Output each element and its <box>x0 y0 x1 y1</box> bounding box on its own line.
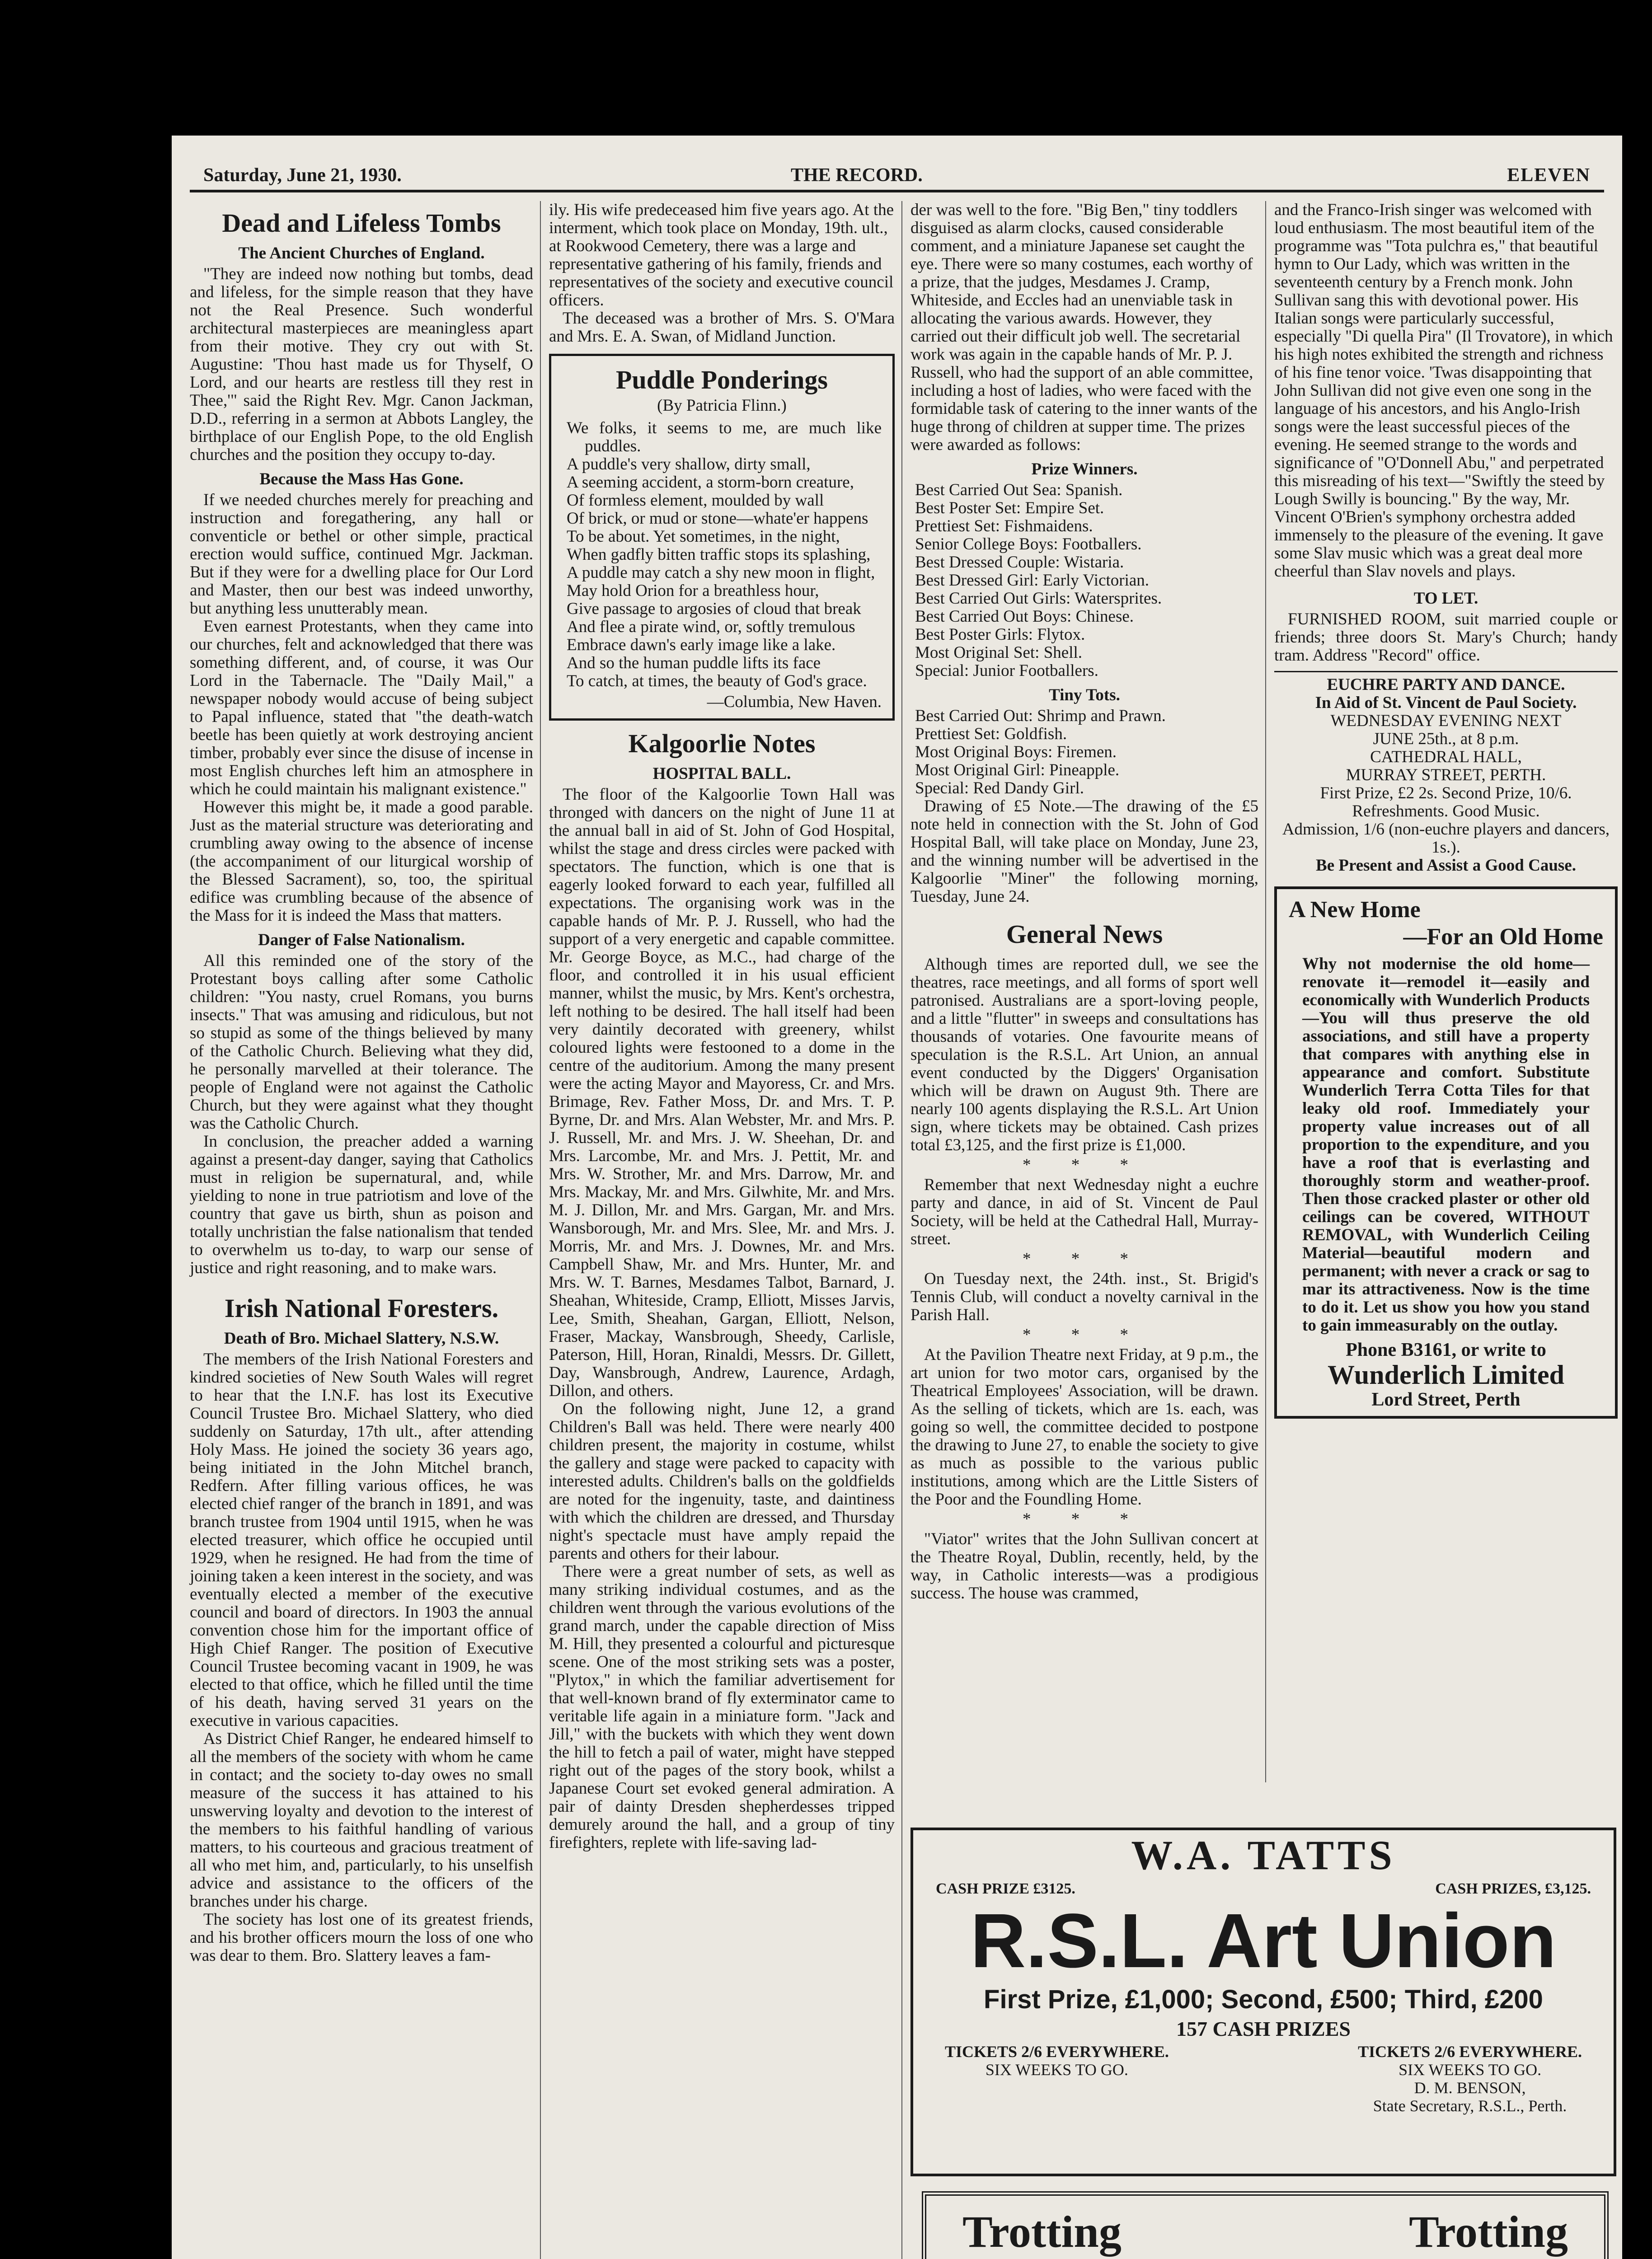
notice-lines <box>1274 712 1618 784</box>
poem-line: We folks, it seems to me, are much like puddles. <box>567 419 882 455</box>
list-item: Best Dressed Couple: Wistaria. <box>915 553 1124 572</box>
column-1 <box>190 201 533 1965</box>
paragraph: "Viator" writes that the John Sullivan concert at the Theatre Royal, Dublin, recently, held, by the way, in Catholic interests—was a prodigious success. The house was crammed, <box>910 1530 1258 1603</box>
poem-line: Of formless element, moulded by wall <box>567 491 824 510</box>
article-title: Irish National Foresters. <box>224 1294 499 1323</box>
poem-line: A puddle's very shallow, dirty small, <box>567 455 811 473</box>
poem-author: (By Patricia Flinn.) <box>657 396 787 415</box>
article-title: Dead and Lifeless Tombs <box>222 208 501 238</box>
classified-text: FURNISHED ROOM, suit married couple or friends; three doors St. Mary's Church; handy tram. Address "Record" office. <box>1274 610 1618 665</box>
masthead <box>190 163 1604 192</box>
ad-tickets: TICKETS 2/6 EVERYWHERE. <box>945 2043 1169 2061</box>
paragraph: On the following night, June 12, a grand Children's Ball was held. There were nearly 400 children present, the majority in costume, whilst the gallery and stage were packed to capacity with interested adults. Children's balls on the goldfields are noted for the ingenuity, taste, and daintiness with which the children are dressed, and Thursday night's spectacle must have amply repaid the parents and others for their labour. <box>549 1400 895 1563</box>
trotting-ad <box>922 2191 1609 2259</box>
notice-line: MURRAY STREET, PERTH. <box>1346 766 1546 784</box>
tiny-tots-list <box>910 707 1258 797</box>
newspaper-page <box>172 136 1622 2259</box>
ad-phone: Phone B3161, or write to <box>1346 1340 1546 1360</box>
column-3 <box>910 201 1258 1603</box>
list-item: Best Carried Out: Shrimp and Prawn. <box>915 707 1166 725</box>
list-item: Prettiest Set: Goldfish. <box>915 725 1067 743</box>
masthead-page: ELEVEN <box>1507 165 1591 186</box>
list-item: Best Carried Out Girls: Watersprites. <box>915 589 1162 608</box>
masthead-paper: THE RECORD. <box>791 165 923 186</box>
wunderlich-ad <box>1274 886 1618 1419</box>
list-item: Best Poster Girls: Flytox. <box>915 625 1085 644</box>
list-item: Special: Junior Footballers. <box>915 661 1098 680</box>
paragraph: Although times are reported dull, we see the theatres, race meetings, and all forms of sport well patronised. Australians are a sport-loving people, and a little "flutter" in sweeps and consultations has thousands of votaries. One favourite means of speculation is the R.S.L. Art Union, an annual event conducted by the Diggers' Organisation which will be drawn on August 9th. There are nearly 100 agents displaying the R.S.L. Art Union sign, where tickets may be obtained. Cash prizes total £3,125, and the first prize is £1,000. <box>910 955 1258 1154</box>
paragraph: In conclusion, the preacher added a warning against a present-day danger, saying that Catholics must in religion be supernatural, and, while yielding to none in true patriotism and love of the country that gave us birth, shun as poison and totally unchristian the false nationalism that tended to overwhelm us to-day, to warp our sense of justice and right reasoning, and to make wars. <box>190 1132 533 1277</box>
poem-line: A puddle may catch a shy new moon in flight, <box>567 563 875 582</box>
paragraph: Drawing of £5 Note.—The drawing of the £5 note held in connection with the St. John of God Hospital Ball, will take place on Monday, June 23, and the winning number will be advertised in the Kalgoorlie "Miner" the following morning, Tuesday, June 24. <box>910 797 1258 906</box>
paragraph: The floor of the Kalgoorlie Town Hall was thronged with dancers on the night of June 11 at the annual ball in aid of St. John of God Hospital, whilst the stage and dress circles were packed with spectators. The function, which is one that is eagerly looked forward to each year, fulfilled all expectations. The organising work was in the capable hands of Mr. P. J. Russell, who had the support of a very energetic and capable committee. Mr. George Boyce, as M.C., had charge of the floor, and controlled it in his usual efficient manner, whilst the music, by Mrs. Kent's orchestra, left nothing to be desired. The hall itself had been very daintily decorated with greenery, whilst coloured lights were festooned to a dome in the centre of the auditorium. Among the many present were the acting Mayor and Mayoress, Cr. and Mrs. Brimage, Rev. Father Moss, Dr. and Mrs. T. P. Byrne, Dr. and Mrs. Alan Webster, Mr. and Mrs. P. J. Russell, Mr. and Mrs. J. W. Sheehan, Dr. and Mrs. Larcombe, Mr. and Mrs. J. Pettit, Mr. and Mrs. W. Strother, Mr. and Mrs. Darrow, Mr. and Mrs. Mackay, Mr. and Mrs. Gilwhite, Mr. and Mrs. M. J. Dillon, Mr. and Mrs. Gargan, Mr. and Mrs. Wansborough, Mr. and Mrs. Slee, Mr. and Mrs. J. Morris, Mr. and Mrs. J. Downes, Mr. and Mrs. Campbell Shaw, Mr. and Mrs. Hunter, Mr. and Mrs. W. T. Barnes, Mesdames Talbot, Barnard, J. Sheahan, Whiteside, Cramp, Elliott, Misses Jarvis, Lee, Smith, Sheahan, Gargan, Elliott, Nelson, Fraser, Mackay, Wansbrough, Sheedy, Carlisle, Paterson, Hill, Horan, Rinaldi, Messrs. Dr. Gillett, Day, Wansbrough, Andrew, Laurence, Ardagh, Dillon, and others. <box>549 785 895 1400</box>
notice-footer: Be Present and Assist a Good Cause. <box>1316 856 1576 875</box>
list-item: Best Dressed Girl: Early Victorian. <box>915 571 1150 590</box>
ad-benson: D. M. BENSON, <box>1414 2079 1526 2097</box>
ad-cash-count: 157 CASH PRIZES <box>1176 2017 1351 2040</box>
notice-line: WEDNESDAY EVENING NEXT <box>1330 712 1562 730</box>
list-item: Best Poster Set: Empire Set. <box>915 499 1104 517</box>
poem-title: Puddle Ponderings <box>616 365 828 394</box>
separator-stars: * * * <box>1023 1510 1146 1528</box>
notice-line: JUNE 25th., at 8 p.m. <box>1373 730 1519 748</box>
poem-line: A seeming accident, a storm-born creature, <box>567 473 854 492</box>
ad-text: Why not modernise the old home—renovate it—remodel it—easily and economically with Wunderlich Products—You will thus preserve the old associations, and still have a property that compares with anything else in appearance and comfort. Substitute Wunderlich Terra Cotta Tiles for that leaky old roof. Immediately your property value increases out of all proportion to the expenditure, and you have a roof that is everlasting and thoroughly storm and weather-proof. Then those cracked plaster or other old ceilings can be covered, WITHOUT REMOVAL, with Wunderlich Ceiling Material—beautiful modern and permanent; with never a crack or sag to mar its attractiveness. Now is the time to do it. Let us show you how you stand to gain immeasurably on the outlay. <box>1302 955 1590 1335</box>
ad-weeks: SIX WEEKS TO GO. <box>985 2061 1128 2079</box>
ad-title: W.A. TATTS <box>1131 1832 1396 1878</box>
paragraph: There were a great number of sets, as well as many striking individual costumes, and as the children went through the various evolutions of the grand march, under the capable direction of Miss M. Hill, they presented a colourful and picturesque scene. One of the most striking sets was a poster, "Plytox," in which the familiar advertisement for that well-known brand of fly exterminator came to veritable life again in a miniature form. "Jack and Jill," with the buckets with which they went down the hill to fetch a pail of water, might have stepped right out of the pages of the story book, whilst a Japanese Court set evoked general admiration. A pair of dainty Dresden shepherdesses tripped demurely around the hall, and a group of tiny firefighters, replete with life-saving lad- <box>549 1562 895 1852</box>
masthead-date: Saturday, June 21, 1930. <box>203 165 402 186</box>
ad-company: Wunderlich Limited <box>1328 1360 1564 1390</box>
article-subhead: Death of Bro. Michael Slattery, N.S.W. <box>224 1329 499 1348</box>
list-item: Best Carried Out Boys: Chinese. <box>915 607 1134 626</box>
poem-line: May hold Orion for a breathless hour, <box>567 581 819 600</box>
notice-admission: Admission, 1/6 (non-euchre players and dancers, 1s.). <box>1282 820 1610 857</box>
paragraph: der was well to the fore. "Big Ben," tiny toddlers disguised as alarm clocks, caused considerable comment, and a miniature Japanese set caught the eye. There were so many costumes, each worthy of a prize, that the judges, Mesdames J. Cramp, Whiteside, and Eccles had an unenviable task in allocating the various awards. However, they carried out their difficult job well. The secretarial work was again in the capable hands of Mr. P. J. Russell, who had the support of an able committee, including a host of ladies, who were faced with the formidable task of catering to the inner wants of the huge throng of children at supper time. The prizes were awarded as follows: <box>910 201 1258 454</box>
list-heading: Tiny Tots. <box>1049 686 1120 704</box>
notice-subtitle: In Aid of St. Vincent de Paul Society. <box>1315 694 1577 712</box>
ad-heading: —For an Old Home <box>1403 924 1603 950</box>
separator-stars: * * * <box>1023 1326 1146 1344</box>
tatts-ad <box>910 1828 1616 2176</box>
poem-box <box>549 354 895 721</box>
list-item: Prettiest Set: Fishmaidens. <box>915 517 1093 535</box>
poem-line: Embrace dawn's early image like a lake. <box>567 636 836 654</box>
article-subhead: The Ancient Churches of England. <box>238 244 485 262</box>
separator-stars: * * * <box>1023 1250 1146 1268</box>
column-rule <box>540 201 541 2259</box>
column-2 <box>549 201 895 1852</box>
notice-line: CATHEDRAL HALL, <box>1370 748 1522 766</box>
column-rule <box>1265 201 1266 1782</box>
poem-body <box>562 419 882 690</box>
poem-line: Give passage to argosies of cloud that break <box>567 600 861 618</box>
ad-main-title: R.S.L. Art Union <box>970 1898 1557 1984</box>
notice-title: EUCHRE PARTY AND DANCE. <box>1327 675 1565 694</box>
ad-weeks: SIX WEEKS TO GO. <box>1399 2061 1542 2079</box>
separator-stars: * * * <box>1023 1156 1146 1174</box>
article-subhead: HOSPITAL BALL. <box>652 764 791 783</box>
paragraph: and the Franco-Irish singer was welcomed with loud enthusiasm. The most beautiful item of the programme was "Tota pulchra es," that beautiful hymn to Our Lady, which was written in the seventeenth century by a French monk. John Sullivan sang this with devotional power. His Italian songs were particularly successful, especially "Di quella Pira" (Il Trovatore), in which his high notes exhibited the strength and richness of his fine tenor voice. 'Twas disappointing that John Sullivan did not give even one song in the language of his ancestors, and his Anglo-Irish songs were the least successful pieces of the evening. He seemed strange to the words and significance of "O'Donnell Abu," and perpetrated this misreading of his text—"Swiftly the steed by Lough Swilly is bouncing." By the way, Mr. Vincent O'Brien's symphony orchestra added immensely to the pleasure of the evening. It gave some Slav music which was a great deal more cheerful than Slav novels and plays. <box>1274 201 1613 581</box>
paragraph: "They are indeed now nothing but tombs, dead and lifeless, for the simple reason that they have not the Real Presence. Such wonderful architectural masterpieces are meaningless apart from their motive. They cry out with St. Augustine: 'Thou hast made us for Thyself, O Lord, and our hearts are restless till they rest in Thee,'" said the Right Rev. Mgr. Canon Jackman, D.D., referring in a sermon at Abbots Langley, the birthplace of our English Pope, to the old English churches and the position they occupy to-day. <box>190 265 533 464</box>
poem-source: —Columbia, New Haven. <box>707 693 882 711</box>
article-subhead: Danger of False Nationalism. <box>258 931 465 949</box>
column-4 <box>1274 201 1618 1419</box>
ad-cash-right: CASH PRIZES, £3,125. <box>1435 1880 1591 1897</box>
article-title: Kalgoorlie Notes <box>628 729 816 758</box>
paragraph: ily. His wife predeceased him five years ago. At the interment, which took place on Monday, 19th. ult., at Rookwood Cemetery, there was a large and representative gathering of his family, friends and representatives of the society and executive council officers. <box>549 201 894 309</box>
paragraph: Even earnest Protestants, when they came into our churches, felt and acknowledged that there was something different, and, of course, it was Our Lord in the Tabernacle. The "Daily Mail," a newspaper nobody would accuse of being subject to Papal influence, stated that "the death-watch beetle has been quietly at work destroying ancient timber, probably ever since the disuse of incense in most English churches left him an atmosphere in which he could maintain his malignant existence." <box>190 617 533 798</box>
article-title: General News <box>1006 919 1163 949</box>
notice-prizes: First Prize, £2 2s. Second Prize, 10/6. <box>1320 784 1572 802</box>
list-item: Special: Red Dandy Girl. <box>915 779 1084 797</box>
article-subhead: Because the Mass Has Gone. <box>259 470 464 488</box>
paragraph: The deceased was a brother of Mrs. S. O'Mara and Mrs. E. A. Swan, of Midland Junction. <box>549 309 895 346</box>
paragraph: The society has lost one of its greatest friends, and his brother officers mourn the loss of one who was dear to them. Bro. Slattery leaves a fam- <box>190 1910 533 1965</box>
poem-line: To be about. Yet sometimes, in the night, <box>567 527 840 546</box>
ad-title: Trotting <box>1409 2207 1568 2257</box>
paragraph: All this reminded one of the story of the Protestant boys calling after some Catholic children: "You nasty, cruel Romans, you burns insects." That was amusing and ridiculous, but not so stupid as some of the things believed by many of the Catholic Church. Believing what they did, he personally marvelled at their tolerance. The people of England were not against the Catholic Church, but they were against what they thought was the Catholic Church. <box>190 951 533 1133</box>
paragraph: The members of the Irish National Foresters and kindred societies of New South Wales will regret to hear that the I.N.F. has lost its Executive Council Trustee Bro. Michael Slattery, who died suddenly on Saturday, 17th ult., after attending Holy Mass. He joined the society 36 years ago, being initiated in the John Mitchel branch, Redfern. After filling various offices, he was elected chief ranger of the branch in 1891, and was branch trustee from 1904 until 1915, when he was elected treasurer, which office he occupied until 1929, when he resigned. He had from the time of joining taken a keen interest in the society, and was eventually elected a member of the executive council and board of directors. In 1903 the annual convention chose him for the important office of High Chief Ranger. The position of Executive Council Trustee becoming vacant in 1909, he was elected to that office, which he filled until the time of his death, having served 31 years on the executive in various capacities. <box>190 1350 533 1730</box>
paragraph: On Tuesday next, the 24th. inst., St. Brigid's Tennis Club, will conduct a novelty carnival in the Parish Hall. <box>910 1270 1258 1324</box>
list-item: Best Carried Out Sea: Spanish. <box>915 481 1123 499</box>
list-item: Most Original Set: Shell. <box>915 643 1082 662</box>
classified-title: TO LET. <box>1413 589 1478 608</box>
poem-line: Of brick, or mud or stone—whate'er happens <box>567 509 868 528</box>
paragraph: As District Chief Ranger, he endeared himself to all the members of the society with whom he came in contact; and the society to-day owes no small measure of the success it has attained to his unswerving loyalty and devotion to the interest of the members to his faithful handling of various matters, to his courteous and gracious treatment of all who met him, and, particularly, to his unselfish advice and assistance to the officers of the branches under his charge. <box>190 1729 533 1911</box>
ad-address: Lord Street, Perth <box>1371 1389 1521 1410</box>
paragraph: Remember that next Wednesday night a euchre party and dance, in aid of St. Vincent de Paul Society, will be held at the Cathedral Hall, Murray-street. <box>910 1176 1258 1248</box>
ad-heading: A New Home <box>1289 897 1421 923</box>
paragraph: At the Pavilion Theatre next Friday, at 9 p.m., the art union for two motor cars, organised by the Theatrical Employees' Association, will be drawn. As the selling of tickets, which are 1s. each, was going so well, the committee decided to postpone the drawing to June 27, to enable the society to give as much as possible to the various public institutions, among which are the Little Sisters of the Poor and the Foundling Home. <box>910 1345 1258 1509</box>
poem-line: And so the human puddle lifts its face <box>567 654 821 672</box>
list-item: Most Original Boys: Firemen. <box>915 743 1117 761</box>
list-heading: Prize Winners. <box>1031 460 1138 478</box>
ad-title: Trotting <box>962 2207 1122 2257</box>
notice-refreshments: Refreshments. Good Music. <box>1352 802 1540 820</box>
prize-list <box>910 481 1258 680</box>
poem-line: And flee a pirate wind, or, softly tremulous <box>567 618 855 636</box>
paragraph: If we needed churches merely for preaching and instruction and foregathering, any hall or conventicle or bethel or other simple, practical erection would suffice, continued Mgr. Jackman. But if they were for a dwelling place for Our Lord and Master, then our best was indeed unworthy, but anything less unutterably mean. <box>190 491 533 618</box>
ad-prizes: First Prize, £1,000; Second, £500; Third, £200 <box>984 1985 1543 2014</box>
poem-line: To catch, at times, the beauty of God's grace. <box>567 672 867 690</box>
ad-secretary: State Secretary, R.S.L., Perth. <box>1373 2097 1567 2115</box>
column-rule <box>901 201 902 2259</box>
list-item: Senior College Boys: Footballers. <box>915 535 1142 553</box>
list-item: Most Original Girl: Pineapple. <box>915 761 1120 779</box>
paragraph: However this might be, it made a good parable. Just as the material structure was deteriorating and crumbling away owing to the absence of incense (the accompaniment of our liturgical worship of the Blessed Sacrament), so, too, the spiritual edifice was crumbling because of the absence of the Mass for it is indeed the Mass that matters. <box>190 798 533 925</box>
ad-cash-left: CASH PRIZE £3125. <box>936 1880 1075 1897</box>
poem-line: When gadfly bitten traffic stops its splashing, <box>567 545 871 564</box>
ad-tickets: TICKETS 2/6 EVERYWHERE. <box>1358 2043 1582 2061</box>
